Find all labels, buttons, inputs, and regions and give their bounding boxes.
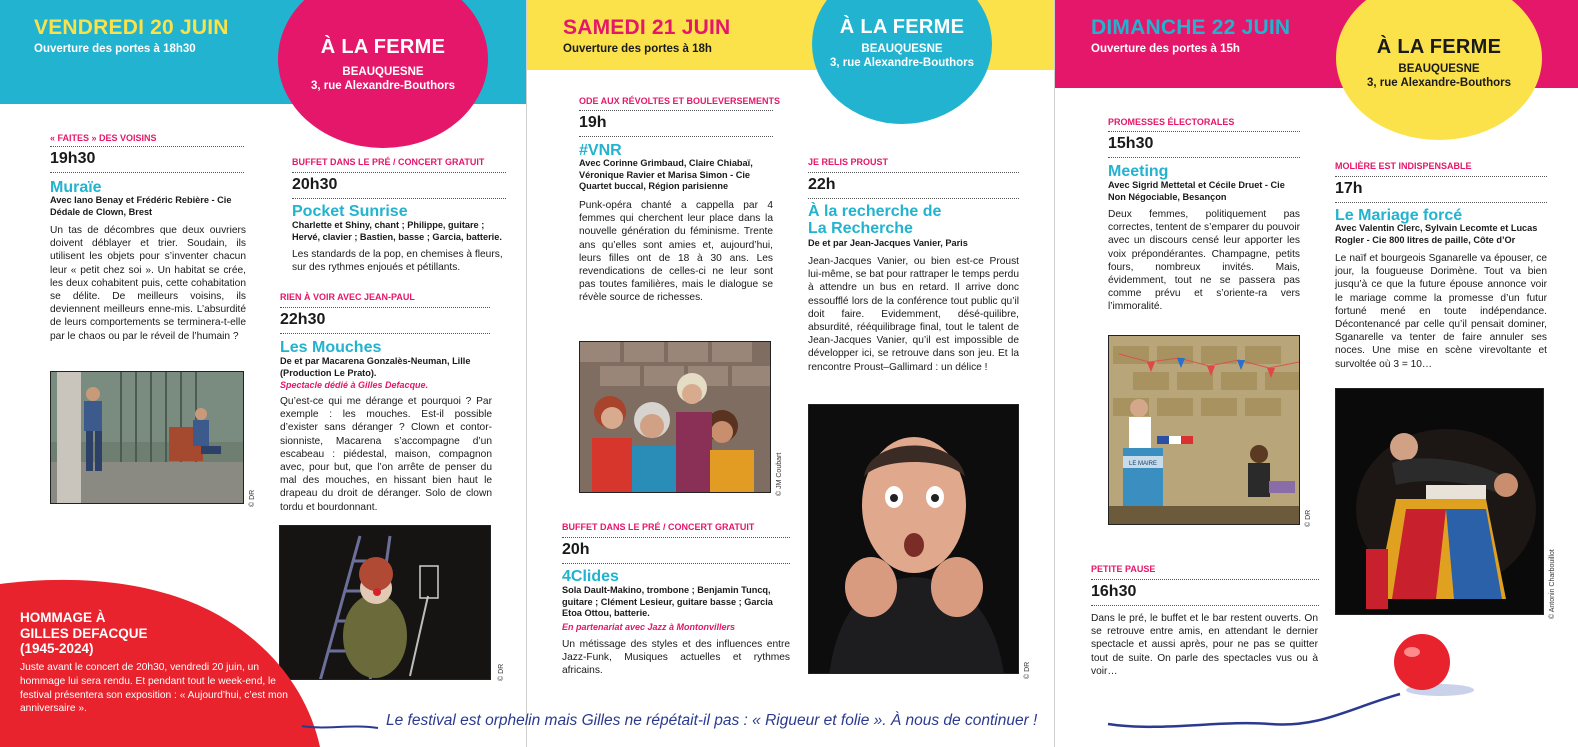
footer-swirl-left — [300, 720, 380, 734]
show-credits: De et par Macarena Gonzalès-Neuman, Lille (Production Le Prato). — [280, 356, 471, 378]
show-description: Jean-Jacques Vanier, ou bien est-ce Proust lui-même, se bat pour rattraper le temps perdu à attendre un bus en retard. Il arrive donc essoufflé lors de la conférence tout public qu’il doit faire. Evidemment, désé-quilibre, absurdité, rééquilibrage final, tout le talent de Jean-Jacques Vanier, qu’il est impossible de développer ici, se retrouve dans son jeu. Et la rencontre Proust–Gallimard : un délice ! — [808, 256, 1019, 373]
show-time: 20h30 — [292, 172, 506, 194]
show-title-line2: La Recherche — [808, 220, 913, 237]
show-credits: Avec Sigrid Mettetal et Cécile Druet - Cie Non Négociable, Besançon — [1108, 180, 1285, 202]
panel-divider-1 — [526, 0, 527, 747]
show-category: BUFFET DANS LE PRÉ / CONCERT GRATUIT — [292, 157, 485, 167]
show-partnership: En partenariat avec Jazz à Montonvillers — [562, 622, 736, 632]
venue-address: 3, rue Alexandre-Bouthors — [311, 80, 455, 92]
venue-address: 3, rue Alexandre-Bouthors — [1367, 77, 1511, 89]
saturday-venue-circle — [812, 0, 992, 124]
show-category: PROMESSES ÉLECTORALES — [1108, 117, 1235, 127]
show-description: Qu’est-ce qui me dérange et pourquoi ? Par exemple : les mouches. Est-il possible d’exister sans déranger ? Clown et contor-sionniste, Macarena s’accompagne d’un escabeau : piédestal, maison, compagnon avec, pour but, que l’on arrête de penser du mal des mouches, en hissant bien haut le drapeau du droit de déranger. Solo de clown tordu et bourdonnant. — [280, 396, 492, 513]
photo-credit: © DR — [498, 663, 505, 681]
tribute-title — [20, 610, 148, 657]
show-description: Un tas de décombres que deux ouvriers doivent déblayer et trier. Soudain, ils utilisent les objets pour s’inventer chacun leur « petit chez soi ». Un habitat se crée, les deux cohabitent puis, cette cohabitation se délite. De meilleurs voisins, ils deviennent meilleurs enne-mis. L’absurdité de leurs comportements se terminera-t-elle par le chaos ou par le réveil de l’humain ? — [50, 225, 246, 342]
show-credits: Avec Iano Benay et Frédéric Rebière - Cie Dédale de Clown, Brest — [50, 195, 232, 217]
show-time: 17h — [1335, 176, 1547, 198]
venue-town: BEAUQUESNE — [1398, 63, 1480, 75]
show-title: Muraïe — [50, 179, 102, 196]
tribute-title-line1: HOMMAGE À — [20, 610, 106, 625]
show-title — [808, 203, 941, 237]
show-photo-la-recherche — [808, 404, 1019, 674]
show-time: 15h30 — [1108, 131, 1300, 153]
panel-divider-2 — [1054, 0, 1055, 747]
tribute-title-line3: (1945-2024) — [20, 641, 94, 656]
show-description: Un métissage des styles et des influences entre Jazz-Funk, Musiques actuelles et rythmes africains. — [562, 639, 790, 677]
show-title: #VNR — [579, 142, 622, 159]
saturday-doors-time: Ouverture des portes à 18h — [563, 43, 712, 55]
show-title: Meeting — [1108, 163, 1169, 180]
show-credits: Sola Dault-Makino, trombone ; Benjamin Tuncq, guitare ; Clément Lesieur, guitare basse ; Garcia Etoa Ottou, batterie. — [562, 585, 773, 618]
show-category: RIEN À VOIR AVEC JEAN-PAUL — [280, 292, 415, 302]
sunday-venue-circle — [1336, 0, 1542, 140]
friday-venue-circle — [278, 0, 488, 148]
show-category: BUFFET DANS LE PRÉ / CONCERT GRATUIT — [562, 522, 755, 532]
friday-doors-time: Ouverture des portes à 18h30 — [34, 43, 196, 55]
venue-title: À LA FERME — [1376, 36, 1502, 58]
venue-town: BEAUQUESNE — [861, 43, 943, 55]
show-photo-meeting — [1108, 335, 1300, 525]
show-time: 22h30 — [280, 307, 490, 329]
show-photo-le-mariage-force — [1335, 388, 1544, 615]
photo-credit: © JM Coubart — [776, 452, 783, 496]
show-dedication: Spectacle dédié à Gilles Defacque. — [280, 380, 429, 390]
show-credits: De et par Jean-Jacques Vanier, Paris — [808, 238, 968, 248]
show-time: 20h — [562, 537, 790, 559]
photo-credit: © DR — [1305, 509, 1312, 527]
friday-title: VENDREDI 20 JUIN — [34, 16, 229, 39]
sunday-title: DIMANCHE 22 JUIN — [1091, 16, 1291, 39]
show-category: PETITE PAUSE — [1091, 564, 1156, 574]
show-title: Le Mariage forcé — [1335, 207, 1463, 224]
show-credits: Avec Corinne Grimbaud, Claire Chiabaï, Véronique Ravier et Marisa Simon - Cie Quartet buccal, Région parisienne — [579, 158, 753, 191]
show-category: « FAITES » DES VOISINS — [50, 133, 157, 143]
show-category: JE RELIS PROUST — [808, 157, 889, 167]
show-title: Les Mouches — [280, 339, 382, 356]
tribute-title-line2: GILLES DEFACQUE — [20, 625, 148, 641]
photo-credit: © DR — [1024, 661, 1031, 679]
venue-address: 3, rue Alexandre-Bouthors — [830, 57, 974, 69]
show-category: ODE AUX RÉVOLTES ET BOULEVERSEMENTS — [579, 96, 781, 106]
sunday-doors-time: Ouverture des portes à 15h — [1091, 43, 1240, 55]
show-title: Pocket Sunrise — [292, 203, 408, 220]
show-description: Le naïf et bourgeois Sganarelle va épouser, ce jour, la fougueuse Dorimène. Tout va bien jusqu’à ce que la future épouse annonce voir le mariage comme la promesse d’un futur fortuné mené en toute indépendance. Décontenancé par celle qu’il pensait dominer, Sganarelle va tenter de faire annuler ses noces. Une mise en scène virevoltante et survoltée où 3 = 10… — [1335, 253, 1547, 370]
photo-credit: © DR — [249, 489, 256, 507]
show-credits: Charlette et Shiny, chant ; Philippe, guitare ; Hervé, clavier ; Bastien, basse ; Garcia, batterie. — [292, 220, 502, 242]
show-credits: Avec Valentin Clerc, Sylvain Lecomte et Lucas Rogler - Cie 800 litres de paille, Côte d’Or — [1335, 223, 1538, 245]
tribute-text: Juste avant le concert de 20h30, vendredi 20 juin, un hommage lui sera rendu. Et pendant tout le week-end, le festival présentera son exposition : « Aujourd’hui, c’est mon anniversaire ». — [20, 662, 288, 715]
show-title: 4Clides — [562, 568, 619, 585]
show-description: Dans le pré, le buffet et le bar restent ouverts. On se retrouve entre amis, en attendant le dernier spectacle et aussi après, pour ne pas se quitter tout de suite. On parle des spectacles vus ou à voir… — [1091, 613, 1318, 677]
show-time: 16h30 — [1091, 579, 1319, 601]
venue-town: BEAUQUESNE — [342, 66, 424, 78]
show-time: 19h — [579, 110, 773, 132]
show-photo-vnr — [579, 341, 771, 493]
lectern-sign: LE MAIRE — [1128, 461, 1158, 467]
show-description: Deux femmes, politiquement pas correctes, tentent de s’emparer du pouvoir avec un discours censé leur apporter les voix prépondérantes. Champagne, petits fours, nombreux invités. Mais, évidemment, tout ne se passera pas comme prévu et s’oriente-ra vers l’immoralité. — [1108, 209, 1300, 313]
show-time: 19h30 — [50, 146, 244, 168]
saturday-title: SAMEDI 21 JUIN — [563, 16, 731, 39]
venue-title: À LA FERME — [839, 16, 965, 38]
footer-quote: Le festival est orphelin mais Gilles ne répétait-il pas : « Rigueur et folie ». À nous de continuer ! — [386, 712, 1038, 729]
show-category: MOLIÈRE EST INDISPENSABLE — [1335, 161, 1472, 171]
show-photo-muraie — [50, 371, 244, 504]
show-title-line1: À la recherche de — [808, 203, 942, 220]
venue-title: À LA FERME — [320, 36, 446, 58]
show-description: Les standards de la pop, en chemises à fleurs, sur des rythmes enjoués et pétillants. — [292, 249, 503, 274]
show-description: Punk-opéra chanté a cappella par 4 femmes qui cherchent leur place dans la nouvelle génération du féminisme. Trente ans qu’elles sont amies et, aujourd’hui, leurs filles ont de 18 à 30 ans. Les revendications de celles-ci ne leur sont pas toutes familières, mais le dialogue se révèle source de richesses. — [579, 200, 773, 304]
clown-nose-decoration — [1100, 628, 1500, 747]
show-time: 22h — [808, 172, 1019, 194]
photo-credit: © Antonin Charbouillot — [1549, 549, 1556, 619]
